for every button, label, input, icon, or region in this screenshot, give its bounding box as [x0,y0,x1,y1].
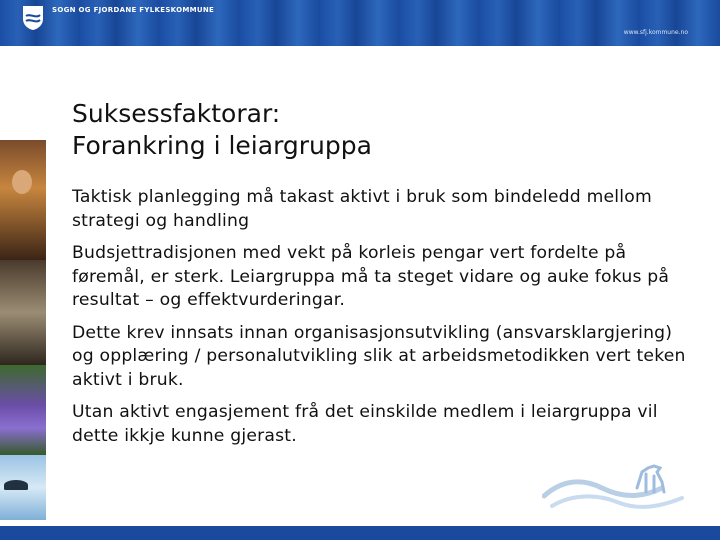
photo-flowers [0,365,46,455]
paragraph-3: Dette krev innsats innan organisasjonsutvikling (ansvarsklargjering) og opplæring / personalutvikling slik at arbeidsmetodikken vert teken aktivt i bruk. [72,322,686,390]
website-url: www.sfj.kommune.no [623,29,688,36]
slide-body [72,186,692,457]
footer-bar [0,526,720,540]
county-shield-logo-icon [22,5,44,31]
paragraph-2: Budsjettradisjonen med vekt på korleis pengar vert fordelte på føremål, er sterk. Leiargruppa må ta steget vidare og auke fokus på resultat – og effektvurderingar. [72,243,670,310]
slide-title [72,98,672,162]
header-bar [0,0,720,46]
photo-sunset [0,140,46,260]
horse-wave-icon [542,458,692,518]
slide-title-line-1: Suksessfaktorar: [72,99,281,128]
left-photo-strip [0,140,46,520]
slide-title-line-2: Forankring i leiargruppa [72,131,372,160]
photo-person [12,170,32,194]
paragraph-4: Utan aktivt engasjement frå det einskilde medlem i leiargruppa vil dette ikkje kunne gjerast. [72,402,658,446]
organization-name: SOGN OG FJORDANE FYLKESKOMMUNE [52,6,215,14]
photo-object [4,480,28,490]
paragraph-1: Taktisk planlegging må takast aktivt i bruk som bindeledd mellom strategi og handling [72,187,652,231]
photo-carving [0,260,46,365]
